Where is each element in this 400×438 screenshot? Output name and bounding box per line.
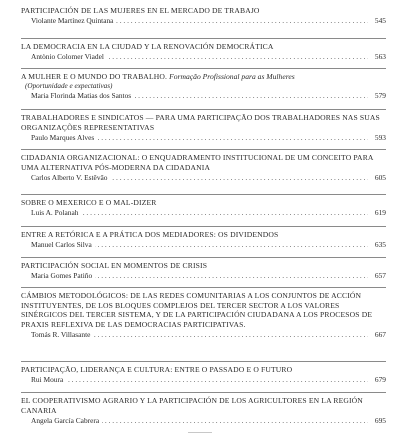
entry-page-number: 619 <box>372 208 386 217</box>
entry-page-number: 679 <box>372 375 386 384</box>
entry-page-number: 605 <box>372 173 386 182</box>
entry-title: PARTICIPAÇÃO, LIDERANÇA E CULTURA: ENTRE O PASSADO E O FUTURO <box>21 365 293 374</box>
author-line <box>21 173 386 183</box>
toc-entry <box>21 6 386 26</box>
toc-entry <box>21 392 386 426</box>
toc-entry <box>21 194 386 218</box>
toc-entry <box>21 287 386 340</box>
entry-title <box>21 72 386 82</box>
toc-entry <box>21 257 386 281</box>
dot-leader <box>31 375 368 384</box>
author-line <box>21 208 386 218</box>
entry-author: Paulo Marques Alves <box>31 133 97 142</box>
toc-entry <box>21 109 386 143</box>
entry-author: Angela García Cabrera <box>31 416 102 425</box>
entry-author: Maria Gomes Patiño <box>31 271 95 280</box>
entry-title: TRABALHADORES E SINDICATOS — PARA UMA PARTICIPAÇÃO DOS TRABALHADORES NAS SUAS ORGANIZAÇÕES REPRESENTATIVAS <box>21 113 380 132</box>
entry-page-number: 695 <box>372 416 386 425</box>
entry-title-main: A MULHER E O MUNDO DO TRABALHO. <box>21 72 168 81</box>
entry-author: Antònio Colomer Viadel <box>31 52 107 61</box>
entry-title: EL COOPERATIVISMO AGRARIO Y LA PARTICIPACIÓN DE LOS AGRICULTORES EN LA REGIÓN CANARIA <box>21 396 363 415</box>
toc-entry <box>21 226 386 250</box>
entry-title: PARTICIPACIÓN DE LAS MUJERES EN EL MERCADO DE TRABAJO <box>21 6 260 15</box>
entry-title-italic: Formação Profissional para as Mulheres <box>169 72 295 81</box>
entry-author: Rui Moura <box>31 375 66 384</box>
entry-author: Carlos Alberto V. Estêvão <box>31 173 111 182</box>
entry-title: CÁMBIOS METODOLÓGICOS: DE LAS REDES COMUNITARIAS A LOS CONJUNTOS DE ACCIÓN INSTITUYENTES, DE LOS BLOQUES COMPLEJOS DEL TERCER SECTOR A LOS VALORES SINÉRGICOS DEL TERCER SISTEMA, Y DE LA PARTICIPACIÓN CIUDADANA A LOS PROCESOS DE PRAXIS REFLEXIVA DE LAS DEMOCRACIAS PARTICIPATIVAS. <box>21 291 373 329</box>
author-line <box>21 330 386 340</box>
toc-entry <box>21 361 386 385</box>
entry-page-number: 579 <box>372 91 386 100</box>
entry-page-number: 657 <box>372 271 386 280</box>
toc-entry <box>21 38 386 62</box>
entry-author: Luis A. Polanah <box>31 208 81 217</box>
entry-author: Tomás R. Villasante <box>31 330 93 339</box>
entry-page-number: 635 <box>372 240 386 249</box>
entry-subtitle: (Oportunidade e expectativas) <box>25 81 113 90</box>
entry-title: LA DEMOCRACIA EN LA CIUDAD Y LA RENOVACIÓN DEMOCRÁTICA <box>21 42 274 51</box>
entry-page-number: 593 <box>372 133 386 142</box>
entry-title: ENTRE A RETÓRICA E A PRÁTICA DOS MEDIADORES: OS DIVIDENDOS <box>21 230 279 239</box>
entry-title: SOBRE O MEXERICO E O MAL-DIZER <box>21 198 157 207</box>
entry-title: PARTICIPACIÓN SOCIAL EN MOMENTOS DE CRISIS <box>21 261 208 270</box>
author-line <box>21 16 386 26</box>
entry-page-number: 667 <box>372 330 386 339</box>
entry-author: Manuel Carlos Silva <box>31 240 95 249</box>
entry-author: Violante Martínez Quintana <box>31 16 116 25</box>
author-line <box>21 133 386 143</box>
page-bottom-rule <box>188 432 212 433</box>
toc-entry <box>21 68 386 101</box>
author-line <box>21 416 386 426</box>
author-line <box>21 375 386 385</box>
entry-title: CIDADANIA ORGANIZACIONAL: O ENQUADRAMENTO INSTITUCIONAL DE UM CONCEITO PARA UMA ALTERNATIVA PÓS-MODERNA DA CIDADANIA <box>21 153 374 172</box>
entry-page-number: 563 <box>372 52 386 61</box>
author-line <box>21 271 386 281</box>
entry-author: Maria Florinda Matias dos Santos <box>31 91 134 100</box>
author-line <box>21 52 386 62</box>
author-line <box>21 91 386 101</box>
dot-leader <box>31 208 368 217</box>
author-line <box>21 240 386 250</box>
toc-entry <box>21 149 386 183</box>
entry-page-number: 545 <box>372 16 386 25</box>
